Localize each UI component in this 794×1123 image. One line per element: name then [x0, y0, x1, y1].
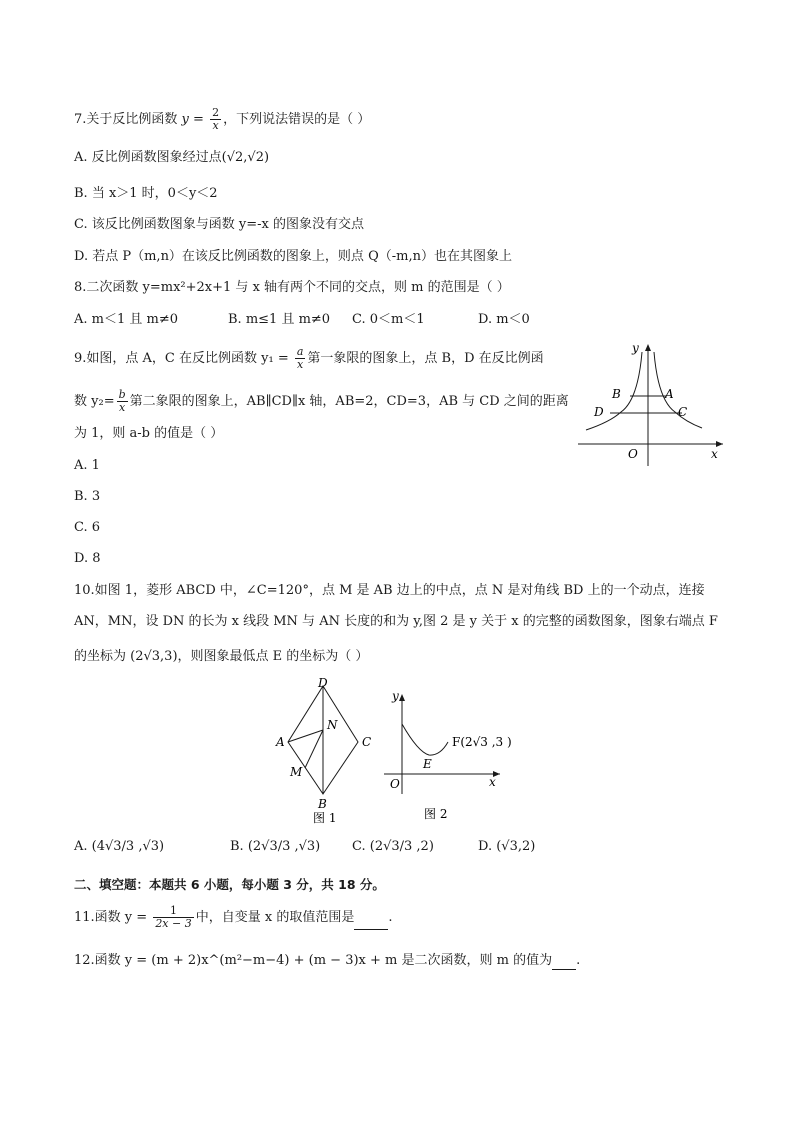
q10-option-a: A. (4√3/3 ,√3) — [74, 839, 165, 854]
q10-line2: AN，MN，设 DN 的长为 x 线段 MN 与 AN 长度的和为 y,图 2 是 y 关于 x 的完整的函数图象，图象右端点 F — [74, 614, 718, 629]
q9-option-c: C. 6 — [74, 520, 101, 535]
answer-blank — [552, 955, 576, 970]
q8-option-d: D. m＜0 — [478, 312, 530, 327]
section-2-header: 二、填空题：本题共 6 小题，每小题 3 分，共 18 分。 — [74, 877, 385, 892]
label-x: x — [489, 775, 496, 789]
q10-figure-1 — [268, 676, 378, 826]
caption-fig2: 图 2 — [424, 807, 448, 821]
label-c: C — [362, 735, 372, 749]
label-c: C — [678, 405, 688, 419]
label-d: D — [318, 676, 328, 690]
q10-line3: 的坐标为 (2√3,3)，则图象最低点 E 的坐标为（ ） — [74, 649, 369, 664]
q9-option-a: A. 1 — [74, 458, 100, 473]
q10-option-b: B. (2√3/3 ,√3) — [230, 839, 321, 854]
q9-option-d: D. 8 — [74, 551, 101, 566]
q10-option-c: C. (2√3/3 ,2) — [352, 839, 434, 854]
q11-stem: 11.函数 y = $\frac{1}{2x - 3}$ 中，自变量 x 的取值范围是 . — [74, 904, 393, 930]
label-b: B — [318, 797, 327, 811]
q9-line3: 为 1，则 a-b 的值是（ ） — [74, 426, 224, 441]
q7-option-c: C. 该反比例函数图象与函数 y=-x 的图象没有交点 — [74, 217, 364, 232]
label-d: D — [594, 405, 604, 419]
label-a: A — [276, 735, 285, 749]
q10-figure-2 — [382, 688, 542, 826]
q8-option-b: B. m≤1 且 m≠0 — [228, 312, 331, 327]
q9-hyperbola-figure — [578, 338, 728, 470]
q9-line2: 数 y₂= $\frac{b}{x}$ 第二象限的图象上，AB∥CD∥x 轴，AB=2，CD=3，AB 与 CD 之间的距离 — [74, 388, 569, 414]
answer-blank — [354, 915, 388, 930]
q9-line1: 9.如图，点 A，C 在反比例函数 y₁ = $\frac{a}{x}$ 第一象限的图象上，点 B，D 在反比例函 — [74, 345, 544, 371]
label-x: x — [711, 447, 718, 461]
q7-option-b: B. 当 x＞1 时，0＜y＜2 — [74, 186, 218, 201]
caption-fig1: 图 1 — [313, 811, 337, 825]
q7-option-d: D. 若点 P（m,n）在该反比例函数的图象上，则点 Q（-m,n）也在其图象上 — [74, 249, 512, 264]
q8-option-c: C. 0＜m＜1 — [352, 312, 425, 327]
function-curve — [402, 724, 448, 755]
q8-stem: 8.二次函数 y=mx²+2x+1 与 x 轴有两个不同的交点，则 m 的范围是（ ） — [74, 280, 510, 295]
label-n: N — [327, 718, 338, 732]
label-o: O — [390, 777, 400, 791]
label-e: E — [423, 757, 432, 771]
label-f: F(2√3 ,3 ) — [452, 735, 512, 749]
q10-option-d: D. (√3,2) — [478, 839, 536, 854]
label-y: y — [632, 341, 639, 355]
label-m: M — [290, 765, 303, 779]
q8-option-a: A. m＜1 且 m≠0 — [74, 312, 179, 327]
q9-option-b: B. 3 — [74, 489, 101, 504]
q7-stem: 7.关于反比例函数 y = $\frac{2}{x}$ ，下列说法错误的是（ ） — [74, 106, 371, 132]
q7-fraction: $\frac{2}{x}$ — [212, 106, 220, 132]
label-o: O — [628, 447, 638, 461]
label-y: y — [392, 689, 399, 703]
q12-stem: 12.函数 y = (m + 2)x^(m²−m−4) + (m − 3)x + m 是二次函数，则 m 的值为 . — [74, 953, 581, 968]
label-a: A — [665, 387, 674, 401]
label-b: B — [612, 387, 621, 401]
q10-line1: 10.如图 1，菱形 ABCD 中，∠C=120°，点 M 是 AB 边上的中点，点 N 是对角线 BD 上的一个动点，连接 — [74, 583, 705, 598]
q7-option-a: A. 反比例函数图象经过点(√2,√2) — [74, 150, 270, 165]
